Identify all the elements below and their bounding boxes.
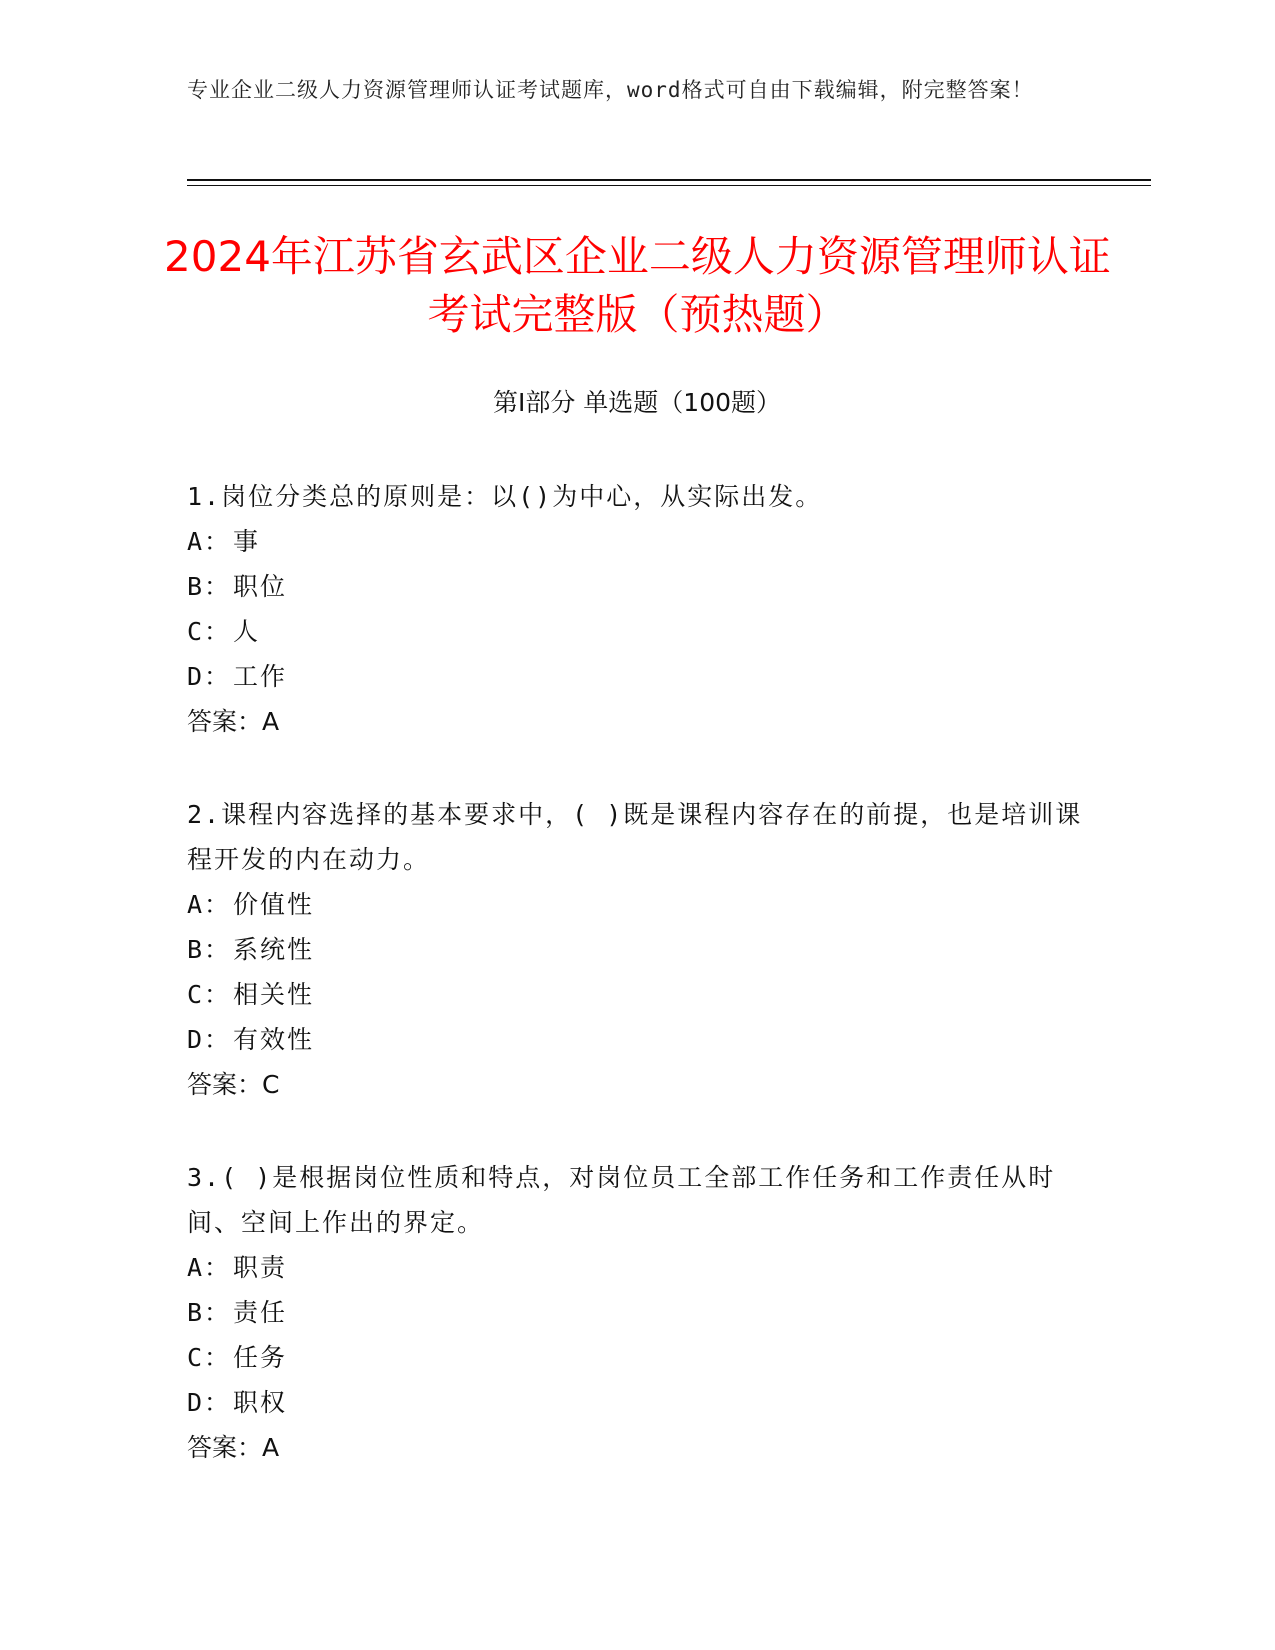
option-text: 系统性 — [233, 935, 315, 964]
question-3 — [187, 1155, 1087, 1470]
question-1 — [187, 474, 1087, 744]
question-2 — [187, 792, 1087, 1107]
answer-line — [187, 1425, 1087, 1470]
question-list — [187, 474, 1087, 1518]
section-heading: 第I部分 单选题（100题） — [492, 388, 782, 417]
answer-label: 答案： — [187, 707, 263, 736]
option-key: C： — [187, 980, 232, 1009]
option-key: A： — [187, 1253, 232, 1282]
option-key: D： — [187, 1388, 232, 1417]
question-text: 1.岗位分类总的原则是：以()为中心，从实际出发。 — [187, 482, 823, 511]
question-text: 3.( )是根据岗位性质和特点，对岗位员工全部工作任务和工作责任从时间、空间上作出的界定。 — [187, 1163, 1056, 1237]
option-text: 有效性 — [233, 1025, 315, 1054]
option-a — [187, 882, 1087, 927]
option-d — [187, 1017, 1087, 1062]
option-text: 职位 — [233, 572, 288, 601]
option-d — [187, 1380, 1087, 1425]
option-b — [187, 1290, 1087, 1335]
option-text: 事 — [233, 527, 261, 556]
answer-line — [187, 1062, 1087, 1107]
answer-value: C — [262, 1070, 280, 1099]
option-key: C： — [187, 1343, 232, 1372]
option-key: A： — [187, 890, 232, 919]
option-text: 职责 — [233, 1253, 288, 1282]
option-b — [187, 564, 1087, 609]
option-key: B： — [187, 572, 232, 601]
option-a — [187, 519, 1087, 564]
option-key: D： — [187, 1025, 232, 1054]
option-text: 责任 — [233, 1298, 288, 1327]
option-text: 人 — [233, 617, 261, 646]
option-key: D： — [187, 662, 232, 691]
option-key: B： — [187, 1298, 232, 1327]
option-a — [187, 1245, 1087, 1290]
option-text: 价值性 — [233, 890, 315, 919]
question-text: 2.课程内容选择的基本要求中，( )既是课程内容存在的前提，也是培训课程开发的内在动力。 — [187, 800, 1083, 874]
option-key: A： — [187, 527, 232, 556]
option-d — [187, 654, 1087, 699]
option-text: 工作 — [233, 662, 288, 691]
header-divider-thick — [187, 179, 1151, 181]
option-text: 职权 — [233, 1388, 288, 1417]
answer-line — [187, 699, 1087, 744]
document-title: 2024年江苏省玄武区企业二级人力资源管理师认证考试完整版（预热题） — [164, 232, 1111, 339]
option-c — [187, 609, 1087, 654]
option-c — [187, 972, 1087, 1017]
header-note: 专业企业二级人力资源管理师认证考试题库，word格式可自由下载编辑，附完整答案！ — [187, 78, 1034, 102]
answer-value: A — [262, 707, 280, 736]
header-divider-thin — [187, 185, 1151, 186]
option-c — [187, 1335, 1087, 1380]
option-b — [187, 927, 1087, 972]
option-text: 任务 — [233, 1343, 288, 1372]
option-key: B： — [187, 935, 232, 964]
answer-label: 答案： — [187, 1070, 263, 1099]
option-text: 相关性 — [233, 980, 315, 1009]
answer-label: 答案： — [187, 1433, 263, 1462]
answer-value: A — [262, 1433, 280, 1462]
option-key: C： — [187, 617, 232, 646]
